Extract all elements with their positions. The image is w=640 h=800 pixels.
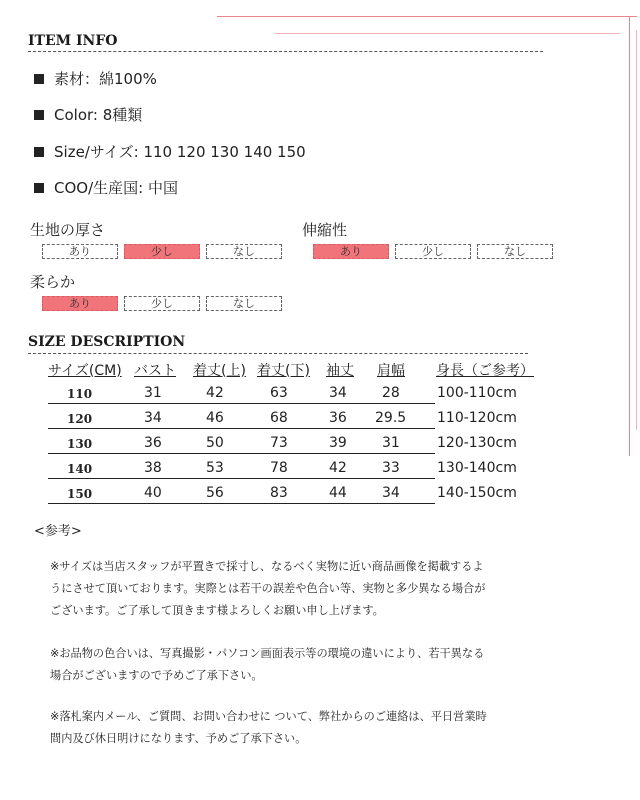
cell-length-bottom: 68 — [270, 410, 288, 426]
stretch-option-sukoshi: 少し — [395, 244, 471, 259]
note-line: 間内及び休日明けになります、予めご了承下さい。 — [50, 732, 307, 745]
header-shoulder: 肩幅 — [377, 363, 405, 379]
decorative-frame-top-inner — [275, 33, 620, 34]
cell-size: 150 — [67, 487, 93, 501]
cell-height: 120-130cm — [437, 435, 517, 451]
header-length-top: 着丈(上) — [193, 363, 246, 379]
cell-bust: 40 — [144, 485, 162, 501]
cell-sleeve: 44 — [329, 485, 347, 501]
cell-length-bottom: 83 — [270, 485, 288, 501]
cell-sleeve: 34 — [329, 385, 347, 401]
bullet-square-icon — [34, 74, 44, 84]
cell-length-top: 42 — [206, 385, 224, 401]
note-line: ※落札案内メール、ご質問、お問い合わせに ついて、弊社からのご連絡は、平日営業時 — [50, 710, 487, 723]
cell-size: 120 — [67, 412, 93, 426]
softness-option-ari: あり — [42, 296, 118, 311]
softness-scale — [42, 296, 282, 311]
info-item-size — [34, 141, 306, 162]
info-item-text: COO/生産国: 中国 — [54, 179, 178, 197]
cell-shoulder: 31 — [382, 435, 400, 451]
cell-length-bottom: 78 — [270, 460, 288, 476]
thickness-label: 生地の厚さ — [30, 221, 106, 239]
cell-shoulder: 34 — [382, 485, 400, 501]
size-description-title: SIZE DESCRIPTION — [28, 334, 186, 350]
info-item-coo — [34, 177, 178, 198]
note-line: ※サイズは当店スタッフが平置きで採寸し、なるべく実物に近い商品画像を掲載するよ — [50, 560, 484, 573]
row-underline — [48, 428, 435, 429]
info-item-text: 素材：綿100% — [54, 70, 157, 88]
note-line: ございます。ご了承して頂きます様よろしくお願い申し上げます。 — [50, 604, 384, 617]
row-underline — [48, 403, 435, 404]
item-info-title: ITEM INFO — [28, 33, 118, 49]
note-line: 場合がございますので予めご了承下さい。 — [50, 669, 263, 682]
softness-option-sukoshi: 少し — [124, 296, 200, 311]
header-length-bottom: 着丈(下) — [257, 363, 310, 379]
size-description-divider — [28, 353, 528, 354]
bullet-square-icon — [34, 147, 44, 157]
header-bust: バスト — [134, 363, 176, 379]
reference-note-3 — [50, 706, 550, 750]
decorative-frame-right-inner — [636, 30, 637, 430]
item-info-divider — [28, 51, 543, 52]
cell-bust: 34 — [144, 410, 162, 426]
info-item-text: Size/サイズ: 110 120 130 140 150 — [54, 143, 306, 161]
decorative-frame-top — [217, 16, 637, 17]
cell-sleeve: 36 — [329, 410, 347, 426]
cell-shoulder: 28 — [382, 385, 400, 401]
row-underline — [48, 453, 435, 454]
cell-length-top: 53 — [206, 460, 224, 476]
cell-size: 140 — [67, 462, 93, 476]
stretch-label: 伸縮性 — [302, 221, 348, 239]
reference-title: <参考> — [34, 524, 82, 539]
cell-length-top: 56 — [206, 485, 224, 501]
info-item-text: Color: 8種類 — [54, 106, 143, 124]
cell-height: 130-140cm — [437, 460, 517, 476]
stretch-option-nashi: なし — [477, 244, 553, 259]
cell-length-bottom: 73 — [270, 435, 288, 451]
cell-height: 110-120cm — [437, 410, 517, 426]
softness-option-nashi: なし — [206, 296, 282, 311]
header-height: 身長（ご参考） — [436, 363, 534, 379]
thickness-option-ari: あり — [42, 244, 118, 259]
thickness-scale — [42, 244, 282, 259]
row-underline — [48, 503, 435, 504]
cell-shoulder: 29.5 — [375, 410, 407, 426]
cell-size: 130 — [67, 437, 93, 451]
cell-height: 100-110cm — [437, 385, 517, 401]
softness-label: 柔らか — [30, 273, 76, 291]
info-item-material — [34, 68, 157, 89]
cell-sleeve: 42 — [329, 460, 347, 476]
cell-length-top: 46 — [206, 410, 224, 426]
bullet-square-icon — [34, 110, 44, 120]
thickness-option-nashi: なし — [206, 244, 282, 259]
cell-length-bottom: 63 — [270, 385, 288, 401]
row-underline — [48, 478, 435, 479]
decorative-frame-right — [629, 16, 630, 456]
cell-bust: 38 — [144, 460, 162, 476]
header-sleeve: 袖丈 — [326, 363, 354, 379]
info-item-color — [34, 104, 142, 125]
reference-note-2 — [50, 643, 550, 687]
cell-height: 140-150cm — [437, 485, 517, 501]
stretch-option-ari: あり — [313, 244, 389, 259]
stretch-scale — [313, 244, 553, 259]
note-line: ※お品物の色合いは、写真撮影・パソコン画面表示等の環境の違いにより、若干異なる — [50, 647, 485, 660]
cell-bust: 36 — [144, 435, 162, 451]
bullet-square-icon — [34, 183, 44, 193]
cell-size: 110 — [67, 387, 93, 401]
note-line: うにさせて頂いております。実際とは若干の誤差や色合い等、実物と多少異なる場合が — [50, 582, 486, 595]
thickness-option-sukoshi: 少し — [124, 244, 200, 259]
cell-shoulder: 33 — [382, 460, 400, 476]
header-size: サイズ(CM) — [48, 363, 122, 379]
cell-sleeve: 39 — [329, 435, 347, 451]
reference-note-1 — [50, 556, 550, 622]
cell-length-top: 50 — [206, 435, 224, 451]
cell-bust: 31 — [144, 385, 162, 401]
